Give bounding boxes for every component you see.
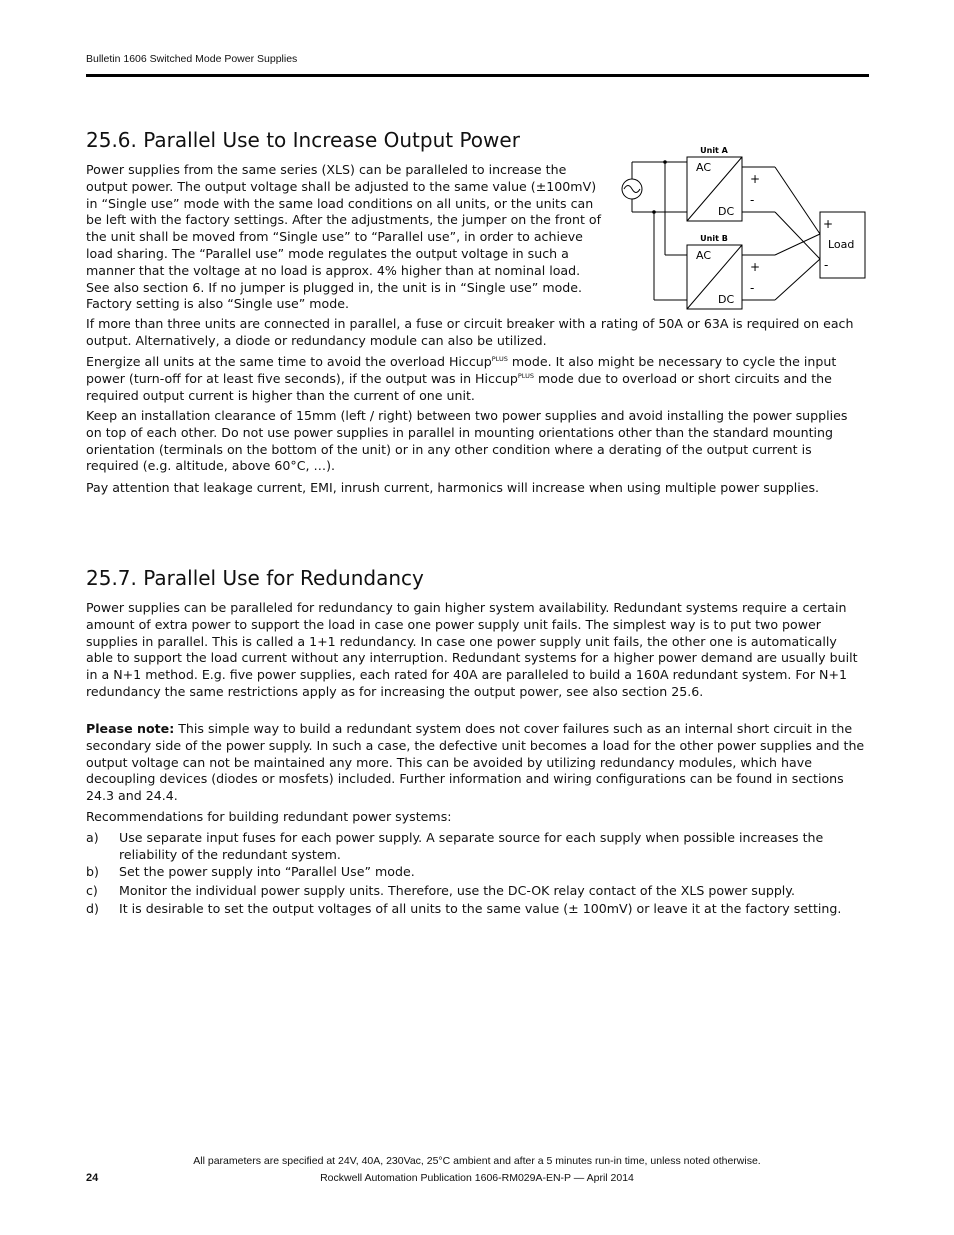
unit-a-minus-label: - [750,193,755,207]
load-plus-label: + [823,217,834,231]
paragraph-redundancy-intro: Power supplies can be paralleled for redundancy to gain higher system availability. Redundant systems require a certain amount of extra power to support the load in case one power supply unit fails. The simplest way is to put two power supplies in parallel. This is called a 1+1 redundancy. In case one power supply unit fails, the other one is automatically able to support the load current without any interruption. Redundant systems for a higher power demand are usually built in a N+1 method. E.g. five power supplies, each rated for 40A are paralleled to build a 160A redundant system. For N+1 redundancy the same restrictions apply as for increasing the output power, see also section 25.6. [86,600,858,699]
unit-a-plus-label: + [750,172,761,186]
unit-b-dc-label: DC [718,293,735,306]
footer-publication: Rockwell Automation Publication 1606-RM029A-EN-P — April 2014 [320,1172,634,1184]
unit-b-minus-label: - [750,281,755,295]
unit-a-ac-label: AC [696,161,712,174]
unit-b-ac-label: AC [696,249,712,262]
page-number: 24 [86,1172,99,1184]
load-minus-label: - [824,258,829,272]
paragraph-parallel-intro: Power supplies from the same series (XLS) can be paralleled to increase the output power. The output voltage shall be adjusted to the same value (±100mV) in “Single use” mode with the same load conditions on all units, or the units can be left with the factory settings. After the adjustments, the jumper on the front of the unit shall be moved from “Single use” to “Parallel use”, in order to achieve load sharing. The “Parallel use” mode regulates the output voltage in such a manner that the voltage at no load is approx. 4% higher than at nominal load. See also section 6. If no jumper is plugged in, the unit is in “Single use” mode. Factory setting is also “Single use” mode. [86,162,602,312]
section-heading-25-7: 25.7. Parallel Use for Redundancy [86,566,424,590]
paragraph-leakage-current: Pay attention that leakage current, EMI, inrush current, harmonics will increase when using multiple power supplies. [86,480,820,495]
section-heading-25-6: 25.6. Parallel Use to Increase Output Power [86,128,520,152]
sine-symbol [624,186,640,193]
parallel-wiring-diagram [610,140,872,312]
paragraph-fuse-requirement: If more than three units are connected in parallel, a fuse or circuit breaker with a rating of 50A or 63A is required on each output. Alternatively, a diode or redundancy module can also be utilized. [86,316,854,348]
paragraph-installation-clearance: Keep an installation clearance of 15mm (left / right) between two power supplies and avoid installing the power supplies on top of each other. Do not use power supplies in parallel in mounting orientations other than the standard mounting orientation (terminals on the bottom of the unit) or in any other condition where a derating of the output current is required (e.g. altitude, above 60°C, …). [86,408,848,474]
paragraph-please-note: Please note: This simple way to build a redundant system does not cover failures such as an internal short circuit in the secondary side of the power supply. In such a case, the defective unit becomes a load for the other power supplies and the output voltage can not be maintained any more. This can be avoided by utilizing redundancy modules, which have decoupling devices (diodes or mosfets) included. Further information and wiring configurations can be found in sections 24.3 and 24.4. [86,721,865,804]
unit-b-label: Unit B [700,234,728,243]
header-rule [86,74,869,77]
unit-b-plus-label: + [750,260,761,274]
unit-a-label: Unit A [700,146,728,155]
paragraph-energize: Energize all units at the same time to avoid the overload Hiccup$^{PLUS}$ mode. It also might be necessary to cycle the input power (turn-off for at least five seconds), if the output was in Hiccup$^{PLUS}$ mode due to overload or short circuits and the required output current is higher than the current of one unit. [86,354,837,403]
unit-a-dc-label: DC [718,205,735,218]
footer-conditions-note: All parameters are specified at 24V, 40A, 230Vac, 25°C ambient and after a 5 minutes run-in time, unless noted otherwise. [193,1155,761,1167]
load-label: Load [828,238,855,251]
paragraph-recommendations-intro: Recommendations for building redundant power systems: [86,809,452,824]
running-header: Bulletin 1606 Switched Mode Power Supplies [86,53,298,65]
